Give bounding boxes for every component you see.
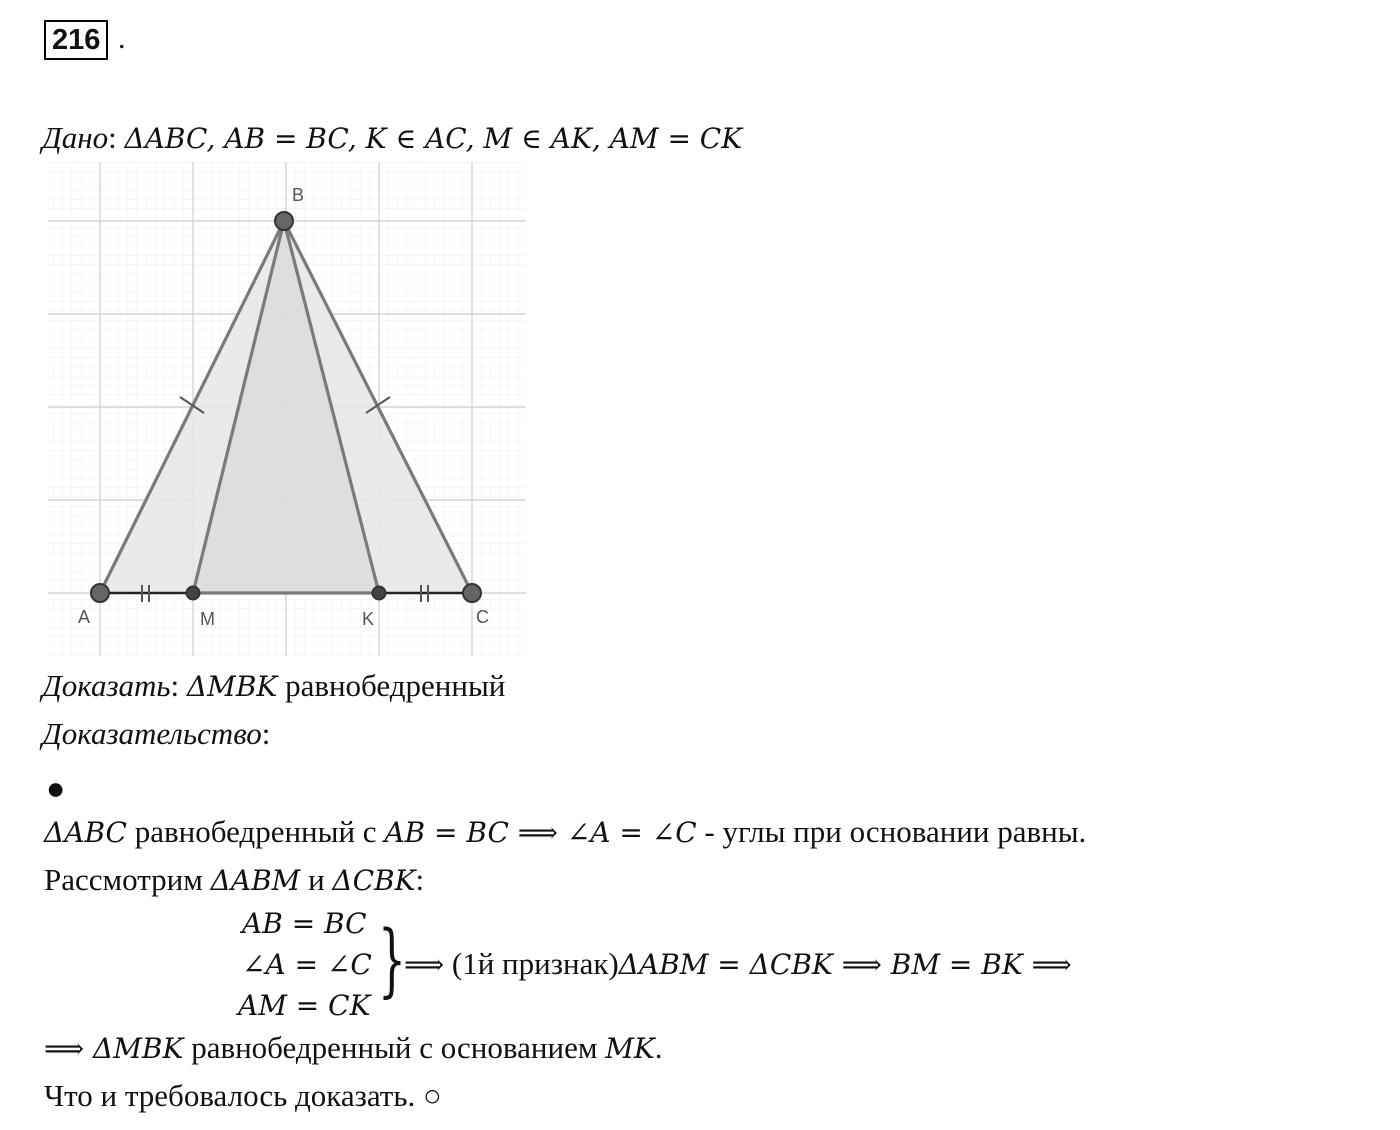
proof-end: Что и требовалось доказать. ○ — [44, 1078, 442, 1113]
prove-colon: : — [170, 668, 180, 703]
label-c: C — [476, 607, 489, 627]
prove-math: ΔMBK — [186, 670, 278, 703]
label-k: K — [362, 609, 375, 629]
system-arrow: ⟹ — [404, 948, 445, 981]
proof-line-4-m2: MK — [605, 1032, 655, 1065]
proof-line-4-t1: равнобедренный с основанием — [183, 1030, 606, 1065]
system-row-2: ∠A = ∠C — [242, 948, 372, 981]
proof-line-2 — [44, 860, 424, 901]
proof-line-2-m1: ΔABM — [210, 864, 301, 897]
label-b: B — [292, 185, 305, 205]
system-conclusion-line — [404, 944, 1072, 985]
system-brace: } — [378, 913, 406, 1006]
proof-colon: : — [261, 716, 271, 751]
problem-number-dot: . — [118, 22, 126, 55]
given-statement: ΔABC, AB = BC, K ∈ AC, M ∈ AK, AM = CK — [124, 122, 743, 155]
problem-number: 216 — [44, 20, 108, 60]
point-a — [91, 584, 109, 602]
point-b — [275, 212, 293, 230]
proof-line-1-t2: - углы при основании равны. — [696, 814, 1087, 849]
proof-line-1 — [44, 812, 1086, 853]
system-row-1: AB = BC — [242, 907, 367, 940]
system-row-3: AM = CK — [238, 989, 371, 1022]
prove-line — [42, 666, 505, 707]
label-m: M — [200, 609, 215, 629]
point-m — [187, 587, 200, 600]
system-conclusion: ΔABM = ΔCBK ⟹ BM = BK ⟹ — [618, 948, 1072, 981]
proof-line-2-t3: : — [415, 862, 425, 897]
proof-line-4 — [44, 1028, 663, 1069]
proof-line-4-t2: . — [654, 1030, 663, 1065]
proof-line-2-t2: и — [300, 862, 333, 897]
given-line — [42, 118, 742, 159]
proof-line-1-m1: ΔABC — [44, 816, 127, 849]
given-colon: : — [108, 120, 117, 155]
system-note: (1й признак) — [444, 946, 619, 981]
bullet: ● — [46, 770, 66, 806]
label-a: A — [78, 607, 91, 627]
proof-line-1-m2: AB = BC ⟹ ∠A = ∠C — [384, 816, 697, 849]
proof-heading — [42, 714, 270, 754]
prove-label: Доказать — [42, 668, 171, 703]
proof-label: Доказательство — [42, 716, 262, 751]
proof-line-2-t1: Рассмотрим — [44, 862, 211, 897]
point-k — [373, 587, 386, 600]
given-label: Дано — [42, 120, 109, 155]
triangle-figure — [44, 162, 528, 656]
point-c — [463, 584, 481, 602]
proof-line-1-t1: равнобедренный с — [126, 814, 385, 849]
proof-line-4-m1: ⟹ ΔMBK — [44, 1032, 184, 1065]
prove-text: равнобедренный — [277, 668, 506, 703]
proof-line-2-m2: ΔCBK — [332, 864, 416, 897]
